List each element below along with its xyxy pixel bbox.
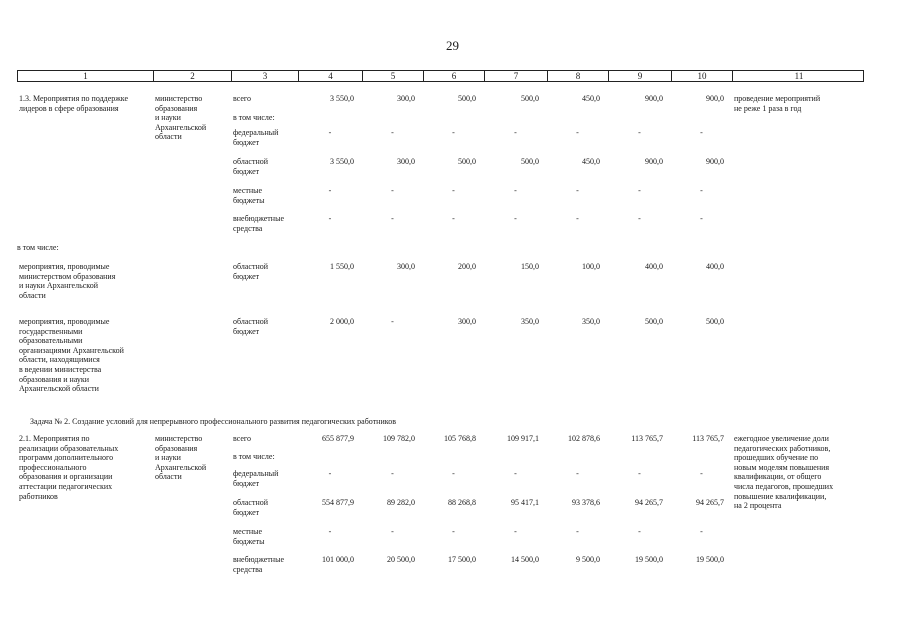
value-cell: - [576,469,579,478]
funding-label: в том числе: [233,113,275,122]
table-row [17,128,864,147]
funding-label: местные бюджеты [233,186,265,205]
value-cell: 500,0 [645,317,663,326]
value-cell: 300,0 [397,262,415,271]
value-cell: - [514,186,517,195]
value-cell: - [452,527,455,536]
value-cell: 500,0 [521,157,539,166]
col-header-11: 11 [794,71,804,81]
funding-label: областной бюджет [233,157,269,176]
value-cell: - [452,128,455,137]
value-cell: 500,0 [706,317,724,326]
value-cell: - [700,469,703,478]
value-cell: - [638,186,641,195]
value-cell: - [391,186,394,195]
table-row [17,214,864,233]
value-cell: - [638,469,641,478]
table-row [17,555,864,574]
col-header-8: 8 [548,71,609,81]
value-cell: - [576,527,579,536]
task-heading: Задача № 2. Создание условий для непрерывного профессионального развития педагогических работников [30,417,397,426]
value-cell: 94 265,7 [696,498,724,507]
table-row [17,157,864,176]
col-header-10: 10 [672,71,733,81]
value-cell: - [514,128,517,137]
value-cell: 94 265,7 [635,498,663,507]
col-header-5: 5 [363,71,424,81]
expected-result: проведение мероприятий не реже 1 раза в год [734,94,821,113]
activity-title: 1.3. Мероприятия по поддержке лидеров в сфере образования [19,94,129,113]
value-cell: - [328,186,332,195]
value-cell: - [391,317,394,326]
funding-label: внебюджетные средства [233,214,284,233]
value-cell: 900,0 [645,157,663,166]
value-cell: - [452,186,455,195]
value-cell: 350,0 [582,317,600,326]
value-cell: 9 500,0 [576,555,600,564]
value-cell: 554 877,9 [322,498,354,507]
value-cell: 19 500,0 [635,555,663,564]
table-row [17,527,864,546]
col-header-7: 7 [485,71,548,81]
value-cell: 400,0 [706,262,724,271]
table-row [17,113,864,123]
funding-label: всего [233,94,252,103]
funding-label: в том числе: [233,452,275,461]
col-header-4: 4 [299,71,363,81]
expected-result: ежегодное увеличение доли педагогических работников, прошедших обучение по новым моделям повышения квалификации, от общего числа педагогов, прошедших повышение квалификации, на 2 процента [734,434,834,511]
value-cell: 1 550,0 [330,262,354,271]
col-header-2: 2 [154,71,232,81]
value-cell: - [391,469,394,478]
value-cell: 300,0 [458,317,476,326]
funding-label: областной бюджет [233,498,269,517]
table-header-row [17,70,864,82]
value-cell: - [638,128,641,137]
value-cell: 3 550,0 [330,94,354,103]
value-cell: 109 782,0 [383,434,415,443]
value-cell: - [700,128,703,137]
value-cell: 113 765,7 [692,434,724,443]
value-cell: 450,0 [582,157,600,166]
value-cell: - [576,214,579,223]
value-cell: 95 417,1 [511,498,539,507]
value-cell: 150,0 [521,262,539,271]
activity-title: 2.1. Мероприятия по реализации образовательных программ дополнительного профессионального образования и организации аттестации педагогических работников [19,434,119,501]
value-cell: - [700,527,703,536]
funding-label: федеральный бюджет [233,128,279,147]
value-cell: 89 282,0 [387,498,415,507]
col-header-6: 6 [424,71,485,81]
executor: министерство образования и науки Архангельской области [155,434,207,482]
value-cell: - [576,186,579,195]
value-cell: - [328,128,332,137]
value-cell: - [328,527,332,536]
page-number: 29 [446,38,459,53]
value-cell: 300,0 [397,157,415,166]
value-cell: 500,0 [521,94,539,103]
value-cell: - [638,214,641,223]
value-cell: 88 268,8 [448,498,476,507]
funding-label: областной бюджет [233,262,269,281]
value-cell: - [391,214,394,223]
value-cell: - [576,128,579,137]
value-cell: 500,0 [458,94,476,103]
table-row [17,262,864,300]
value-cell: - [514,469,517,478]
executor: министерство образования и науки Архангельской области [155,94,207,142]
value-cell: 2 000,0 [330,317,354,326]
value-cell: 105 768,8 [444,434,476,443]
value-cell: 900,0 [645,94,663,103]
value-cell: - [514,527,517,536]
value-cell: - [391,527,394,536]
value-cell: 400,0 [645,262,663,271]
value-cell: 100,0 [582,262,600,271]
table-row [17,186,864,205]
funding-label: областной бюджет [233,317,269,336]
value-cell: 200,0 [458,262,476,271]
value-cell: 109 917,1 [507,434,539,443]
value-cell: 19 500,0 [696,555,724,564]
table-row [17,498,864,517]
value-cell: 900,0 [706,157,724,166]
including-label: в том числе: [17,243,59,252]
value-cell: 113 765,7 [631,434,663,443]
value-cell: 3 550,0 [330,157,354,166]
value-cell: 17 500,0 [448,555,476,564]
value-cell: - [514,214,517,223]
value-cell: - [638,527,641,536]
value-cell: 101 000,0 [322,555,354,564]
value-cell: - [452,469,455,478]
value-cell: 655 877,9 [322,434,354,443]
value-cell: 20 500,0 [387,555,415,564]
funding-label: внебюджетные средства [233,555,284,574]
value-cell: 500,0 [458,157,476,166]
col-header-3: 3 [232,71,299,81]
subactivity-title: мероприятия, проводимые государственными образовательными организациями Архангельской области, находящимися в ведении министерства образования и науки Архангельской области [19,317,124,394]
funding-label: федеральный бюджет [233,469,279,488]
subactivity-title: мероприятия, проводимые министерством образования и науки Архангельской области [19,262,116,300]
value-cell: 350,0 [521,317,539,326]
value-cell: - [452,214,455,223]
value-cell: - [391,128,394,137]
funding-label: местные бюджеты [233,527,265,546]
funding-label: всего [233,434,252,443]
value-cell: 93 378,6 [572,498,600,507]
value-cell: 102 878,6 [568,434,600,443]
value-cell: 900,0 [706,94,724,103]
value-cell: 14 500,0 [511,555,539,564]
table-row [17,469,864,488]
table-row [17,317,864,394]
value-cell: - [700,186,703,195]
table-row [17,452,864,462]
value-cell: - [328,214,332,223]
value-cell: 450,0 [582,94,600,103]
value-cell: - [328,469,332,478]
value-cell: 300,0 [397,94,415,103]
col-header-1: 1 [18,71,154,81]
col-header-9: 9 [609,71,672,81]
value-cell: - [700,214,703,223]
